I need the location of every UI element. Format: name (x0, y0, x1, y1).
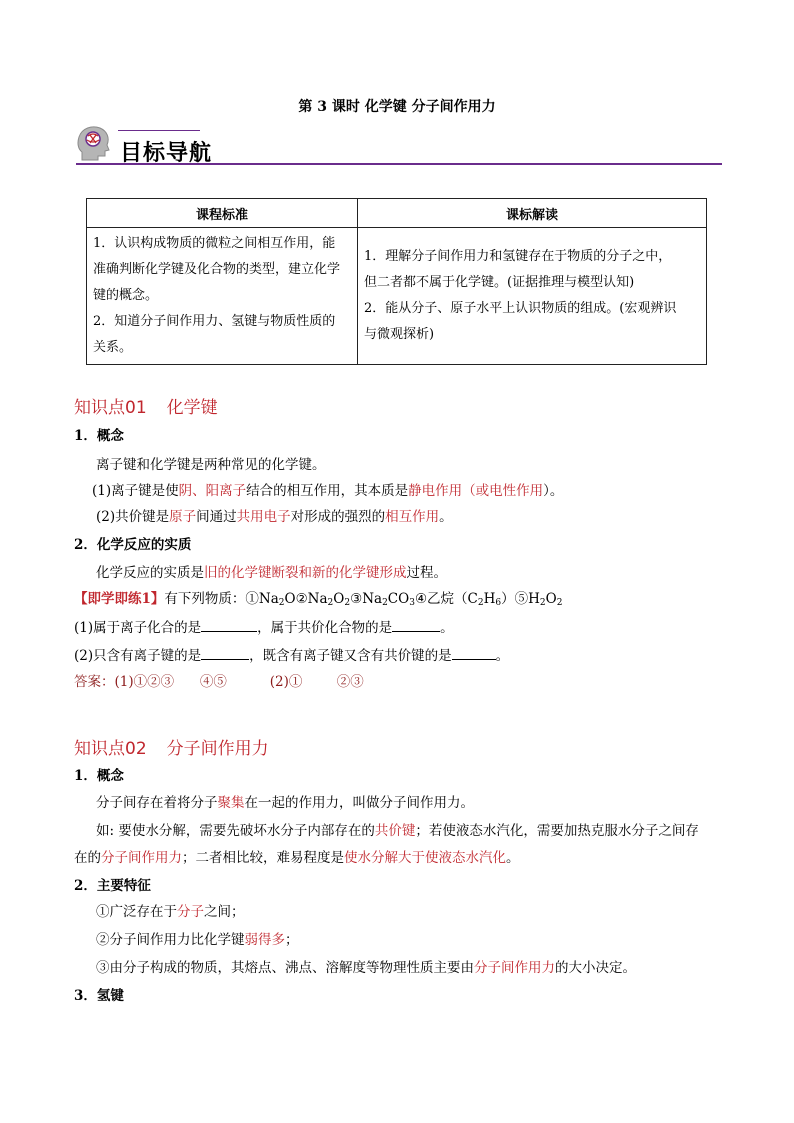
text: 过程。 (406, 565, 447, 581)
table-line: 1．理解分子间作用力和氢键存在于物质的分子之中， (364, 249, 672, 264)
subheading-hydrogen-bond: 3．氢键 (74, 988, 124, 1004)
text: 之间； (204, 904, 245, 920)
knowledge-number: 知识点01 (74, 398, 147, 418)
question-2 (74, 645, 509, 666)
text-line: 离子键和化学键是两种常见的化学键。 (96, 457, 326, 473)
text: ）⑤H (501, 591, 540, 607)
text: 化学反应的实质是 (96, 565, 204, 581)
text: ；若使液态水汽化，需要加热克服水分子之间存 (415, 823, 699, 839)
highlight: 静电作用 (408, 483, 463, 499)
text-line (96, 821, 699, 841)
text-line (96, 507, 453, 527)
head-brain-icon (76, 124, 112, 162)
table-cell-interpretation (358, 228, 707, 365)
text: O (545, 591, 557, 607)
table-line: 准确判断化学键及化合物的类型，建立化学 (93, 262, 341, 277)
subscript: 2 (556, 598, 563, 608)
highlight: 分子间作用力 (101, 850, 182, 866)
nav-divider (76, 163, 722, 165)
highlight: 旧的化学键断裂和新的化学键形成 (204, 565, 407, 581)
text: 在一起的作用力，叫做分子间作用力。 (244, 795, 474, 811)
answer-line: 答案：(1)①②③ ④⑤ (2)① ②③ (74, 674, 364, 690)
subscript: 2 (477, 598, 484, 608)
highlight: 分子间作用力 (474, 960, 555, 976)
text: ）。 (543, 483, 564, 499)
highlight: 原子 (169, 509, 197, 525)
text: 有下列物质：①Na (164, 591, 279, 607)
highlight: 分子 (177, 904, 204, 920)
subscript: 2 (327, 598, 334, 608)
subheading-reaction: 2．化学反应的实质 (74, 537, 192, 553)
table-header-interpretation: 课标解读 (358, 199, 707, 228)
table-line: 与微观探析) (364, 327, 435, 342)
text: ②分子间作用力比化学键 (96, 932, 245, 948)
subscript: 3 (409, 598, 415, 608)
page-title: 第 3 课时 化学键 分子间作用力 (298, 99, 496, 115)
text: ③Na (350, 591, 383, 607)
table-line: 1．认识构成物质的微粒之间相互作用，能 (93, 236, 336, 251)
highlight: 共价键 (374, 823, 416, 839)
knowledge-name: 分子间作用力 (166, 739, 269, 759)
text: (1)离子键是使 (92, 483, 179, 499)
text: 在的 (74, 850, 101, 866)
table-line: 2．知道分子间作用力、氢键与物质性质的 (93, 314, 336, 329)
text: 对形成的强烈的 (290, 509, 386, 525)
highlight: 共用电子 (236, 509, 291, 525)
feature-item (96, 902, 245, 922)
feature-item (96, 930, 299, 950)
table-line: 关系。 (93, 340, 133, 355)
highlight: 相互作用 (385, 509, 440, 525)
text: (2)只含有离子键的是 (74, 648, 202, 664)
answer-blank[interactable] (452, 645, 496, 660)
subscript: 2 (382, 598, 388, 608)
text: ③由分子构成的物质，其熔点、沸点、溶解度等物理性质主要由 (96, 960, 474, 976)
answer-blank[interactable] (201, 617, 257, 632)
text: 的大小决定。 (555, 960, 636, 976)
feature-item (96, 958, 636, 978)
standards-table (86, 198, 707, 365)
knowledge-number: 知识点02 (74, 739, 147, 759)
knowledge-point-01-heading (74, 393, 218, 418)
text: 。 (506, 850, 520, 866)
text-line (92, 481, 563, 501)
text: O (333, 591, 345, 607)
subscript: 2 (344, 598, 351, 608)
text: 。 (440, 620, 454, 636)
text: 如: 要使水分解，需要先破坏水分子内部存在的 (96, 823, 375, 839)
text: （ (462, 483, 476, 499)
subheading-concept: 1．概念 (74, 768, 124, 784)
text: 结合的相互作用，其本质是 (246, 483, 409, 499)
text: 间通过 (196, 509, 237, 525)
text: O②Na (284, 591, 328, 607)
highlight: 聚集 (217, 795, 245, 811)
table-line: 但二者都不属于化学键。(证据推理与模型认知) (364, 275, 635, 290)
subscript: 2 (278, 598, 285, 608)
text: ； (285, 932, 299, 948)
highlight: 弱得多 (244, 932, 285, 948)
question-1 (74, 617, 454, 638)
text-line (96, 793, 474, 813)
answer-blank[interactable] (392, 617, 440, 632)
text: 。 (495, 648, 510, 664)
exercise-tag: 【即学即练1】 (74, 591, 165, 607)
table-line: 键的概念。 (93, 288, 159, 303)
exercise-line (74, 589, 562, 609)
highlight: 阴、阳离子 (178, 483, 247, 499)
text-line (96, 563, 447, 583)
highlight: 或电性作用 (475, 483, 544, 499)
text: ，既含有离子键又含有共价键的是 (249, 648, 452, 664)
text: ；二者相比较，难易程度是 (182, 850, 344, 866)
text: (1)属于离子化合的是 (74, 620, 202, 636)
table-header-standard: 课程标准 (87, 199, 358, 228)
table-cell-standard (87, 228, 358, 365)
text: 。 (439, 509, 453, 525)
text: (2)共价键是 (96, 509, 170, 525)
highlight: 使水分解大于使液态水汽化 (344, 850, 506, 866)
text-line (74, 848, 520, 868)
table-line: 2．能从分子、原子水平上认识物质的组成。(宏观辨识 (364, 301, 677, 316)
text: ①广泛存在于 (96, 904, 177, 920)
knowledge-name: 化学键 (166, 398, 218, 418)
answer-blank[interactable] (201, 645, 249, 660)
knowledge-point-02-heading (74, 734, 269, 759)
text: H (483, 591, 496, 607)
text: ，属于共价化合物的是 (257, 620, 393, 636)
text: ④乙烷（C (414, 591, 478, 607)
subscript: 6 (495, 598, 502, 608)
subheading-concept: 1．概念 (74, 428, 124, 444)
nav-top-rule (118, 130, 200, 131)
subheading-features: 2．主要特征 (74, 878, 151, 894)
text: 分子间存在着将分子 (96, 795, 218, 811)
section-nav-title: 目标导航 (120, 141, 213, 166)
subscript: 2 (539, 598, 546, 608)
text: CO (387, 591, 410, 607)
